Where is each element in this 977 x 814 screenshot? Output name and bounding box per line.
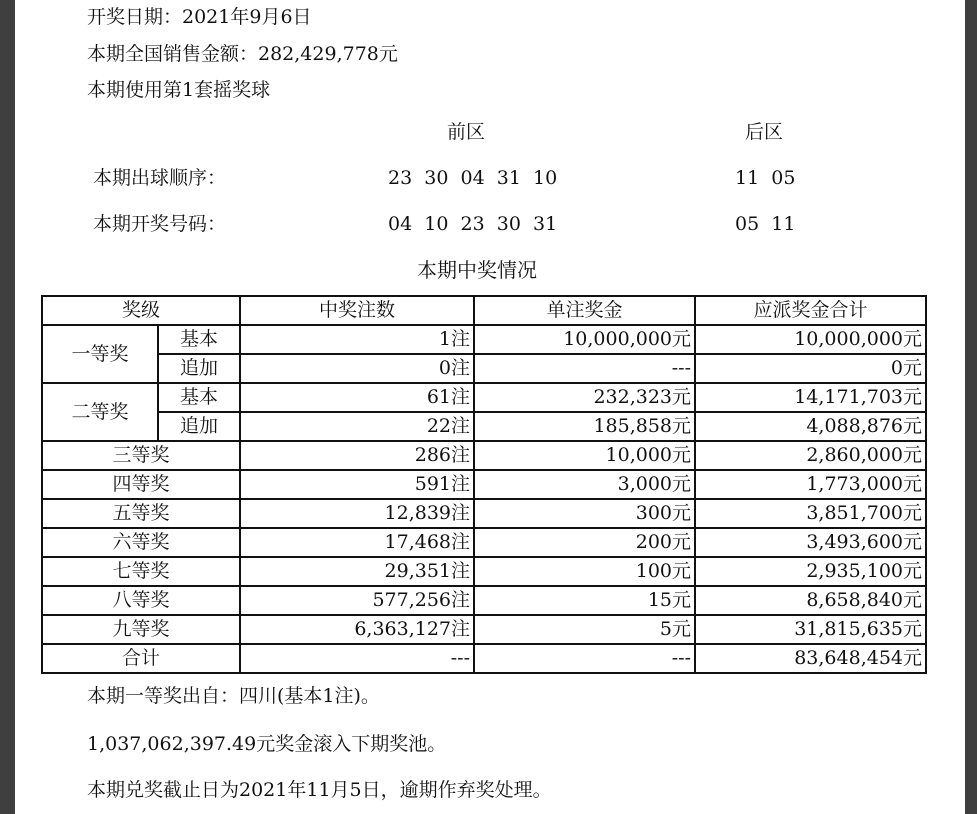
sales-amount: 本期全国销售金额：282,429,778元 [87,43,398,65]
total-prize-cell: 14,171,703元 [695,383,926,412]
back-zone-label: 后区 [745,121,784,143]
table-row [42,615,926,644]
total-prize-cell: 1,773,000元 [695,470,926,499]
table-header-row [42,296,926,325]
subtype-cell: 基本 [158,325,240,354]
draw-order-front: 23 30 04 31 10 [388,167,558,189]
unit-prize-cell: --- [474,644,695,673]
total-prize-cell: 8,658,840元 [695,586,926,615]
count-cell: 286注 [240,441,474,470]
unit-prize-cell: 100元 [474,557,695,586]
unit-prize-cell: 15元 [474,586,695,615]
count-cell: 0注 [240,354,474,383]
front-zone-label: 前区 [447,121,486,143]
level-cell: 四等奖 [42,470,240,499]
level-cell: 八等奖 [42,586,240,615]
document-page [15,0,965,814]
header-count: 中奖注数 [240,296,474,325]
header-unit-prize: 单注奖金 [474,296,695,325]
ball-set: 本期使用第1套摇奖球 [87,79,271,101]
level-cell: 七等奖 [42,557,240,586]
level-cell: 二等奖 [42,383,158,441]
count-cell: 17,468注 [240,528,474,557]
level-cell: 五等奖 [42,499,240,528]
table-row [42,557,926,586]
unit-prize-cell: 3,000元 [474,470,695,499]
total-prize-cell: 2,860,000元 [695,441,926,470]
level-cell: 一等奖 [42,325,158,383]
claim-deadline: 本期兑奖截止日为2021年11月5日，逾期作弃奖处理。 [87,779,552,801]
subtype-cell: 追加 [158,412,240,441]
table-title: 本期中奖情况 [417,258,537,282]
unit-prize-cell: 5元 [474,615,695,644]
count-cell: 577,256注 [240,586,474,615]
level-cell: 合计 [42,644,240,673]
total-prize-cell: 10,000,000元 [695,325,926,354]
table-row [42,383,926,412]
unit-prize-cell: 232,323元 [474,383,695,412]
table-row [42,325,926,354]
winning-numbers-label: 本期开奖号码： [93,213,227,235]
count-cell: 6,363,127注 [240,615,474,644]
total-prize-cell: 4,088,876元 [695,412,926,441]
level-cell: 九等奖 [42,615,240,644]
count-cell: 12,839注 [240,499,474,528]
subtype-cell: 基本 [158,383,240,412]
first-prize-origin: 本期一等奖出自：四川(基本1注)。 [87,685,380,707]
prize-table [41,295,927,674]
unit-prize-cell: 10,000元 [474,441,695,470]
count-cell: 591注 [240,470,474,499]
total-prize-cell: 3,851,700元 [695,499,926,528]
count-cell: 22注 [240,412,474,441]
draw-order-back: 11 05 [735,167,796,189]
draw-order-label: 本期出球顺序： [93,167,227,189]
table-row [42,412,926,441]
count-cell: 1注 [240,325,474,354]
level-cell: 三等奖 [42,441,240,470]
unit-prize-cell: 200元 [474,528,695,557]
winning-numbers-back: 05 11 [735,213,796,235]
unit-prize-cell: --- [474,354,695,383]
table-row [42,470,926,499]
total-prize-cell: 0元 [695,354,926,383]
unit-prize-cell: 10,000,000元 [474,325,695,354]
table-row [42,441,926,470]
count-cell: --- [240,644,474,673]
rollover-amount: 1,037,062,397.49元奖金滚入下期奖池。 [87,733,447,755]
unit-prize-cell: 300元 [474,499,695,528]
unit-prize-cell: 185,858元 [474,412,695,441]
winning-numbers-front: 04 10 23 30 31 [388,213,558,235]
total-prize-cell: 83,648,454元 [695,644,926,673]
header-level: 奖级 [42,296,240,325]
table-row [42,354,926,383]
level-cell: 六等奖 [42,528,240,557]
header-total-prize: 应派奖金合计 [695,296,926,325]
total-prize-cell: 3,493,600元 [695,528,926,557]
draw-date: 开奖日期：2021年9月6日 [87,6,312,28]
table-row [42,528,926,557]
count-cell: 61注 [240,383,474,412]
total-prize-cell: 31,815,635元 [695,615,926,644]
table-total-row [42,644,926,673]
subtype-cell: 追加 [158,354,240,383]
table-row [42,499,926,528]
table-row [42,586,926,615]
total-prize-cell: 2,935,100元 [695,557,926,586]
count-cell: 29,351注 [240,557,474,586]
